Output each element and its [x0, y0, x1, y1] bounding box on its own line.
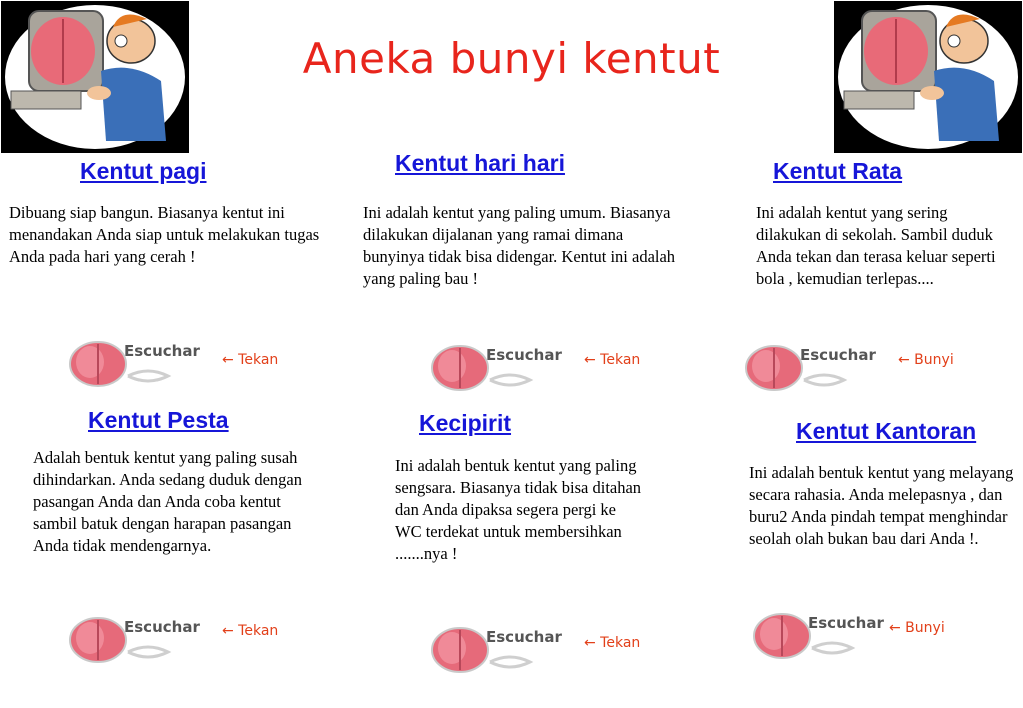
escuchar-play-button[interactable] [430, 622, 568, 678]
heading-kentut-hari-hari[interactable]: Kentut hari hari [395, 150, 565, 176]
escuchar-play-button[interactable] [68, 612, 206, 668]
link-tekan[interactable]: ← Tekan [584, 635, 641, 651]
escuchar-play-button[interactable] [68, 336, 206, 392]
escuchar-label: Escuchar [808, 614, 884, 632]
heading-kentut-pagi[interactable]: Kentut pagi [80, 158, 207, 184]
escuchar-label: Escuchar [486, 628, 562, 646]
heading-kecipirit[interactable]: Kecipirit [419, 410, 512, 436]
escuchar-label: Escuchar [124, 618, 200, 636]
heading-kentut-pesta[interactable]: Kentut Pesta [88, 407, 229, 433]
section-text: Ini adalah bentuk kentut yang melayang secara rahasia. Anda melepasnya , dan buru2 Anda pindah tempat menghindar seolah olah bukan bau dari Anda !. [749, 463, 1014, 548]
escuchar-play-button[interactable] [752, 608, 890, 664]
escuchar-play-button[interactable] [430, 340, 568, 396]
escuchar-play-button[interactable] [744, 340, 882, 396]
section-text: Ini adalah bentuk kentut yang paling sengsara. Biasanya tidak bisa ditahan dan Anda dipaksa segera pergi ke WC terdekat untuk membersihkan .......nya ! [395, 456, 642, 563]
link-tekan[interactable]: ← Tekan [222, 623, 279, 639]
escuchar-label: Escuchar [486, 346, 562, 364]
section-text: Dibuang siap bangun. Biasanya kentut ini menandakan Anda siap untuk melakukan tugas Anda pada hari yang cerah ! [9, 203, 320, 266]
link-bunyi[interactable]: ← Bunyi [898, 352, 954, 368]
escuchar-label: Escuchar [124, 342, 200, 360]
heading-kentut-rata[interactable]: Kentut Rata [773, 158, 903, 184]
escuchar-label: Escuchar [800, 346, 876, 364]
link-tekan[interactable]: ← Tekan [584, 352, 641, 368]
section-text: Adalah bentuk kentut yang paling susah dihindarkan. Anda sedang duduk dengan pasangan Anda dan Anda coba kentut sambil batuk dengan harapan pasangan Anda tidak mendengarnya. [33, 448, 302, 555]
section-text: Ini adalah kentut yang paling umum. Biasanya dilakukan dijalanan yang ramai dimana bunyinya tidak bisa didengar. Kentut ini adalah yang paling bau ! [363, 203, 676, 288]
computer-butt-illustration-left [1, 1, 189, 153]
heading-kentut-kantoran[interactable]: Kentut Kantoran [796, 418, 977, 444]
section-text: Ini adalah kentut yang sering dilakukan di sekolah. Sambil duduk Anda tekan dan terasa keluar seperti bola , kemudian terlepas.... [756, 203, 996, 288]
page-title: Aneka bunyi kentut [302, 34, 721, 83]
link-bunyi[interactable]: ← Bunyi [889, 620, 945, 636]
link-tekan[interactable]: ← Tekan [222, 352, 279, 368]
computer-butt-illustration-right [834, 1, 1022, 153]
